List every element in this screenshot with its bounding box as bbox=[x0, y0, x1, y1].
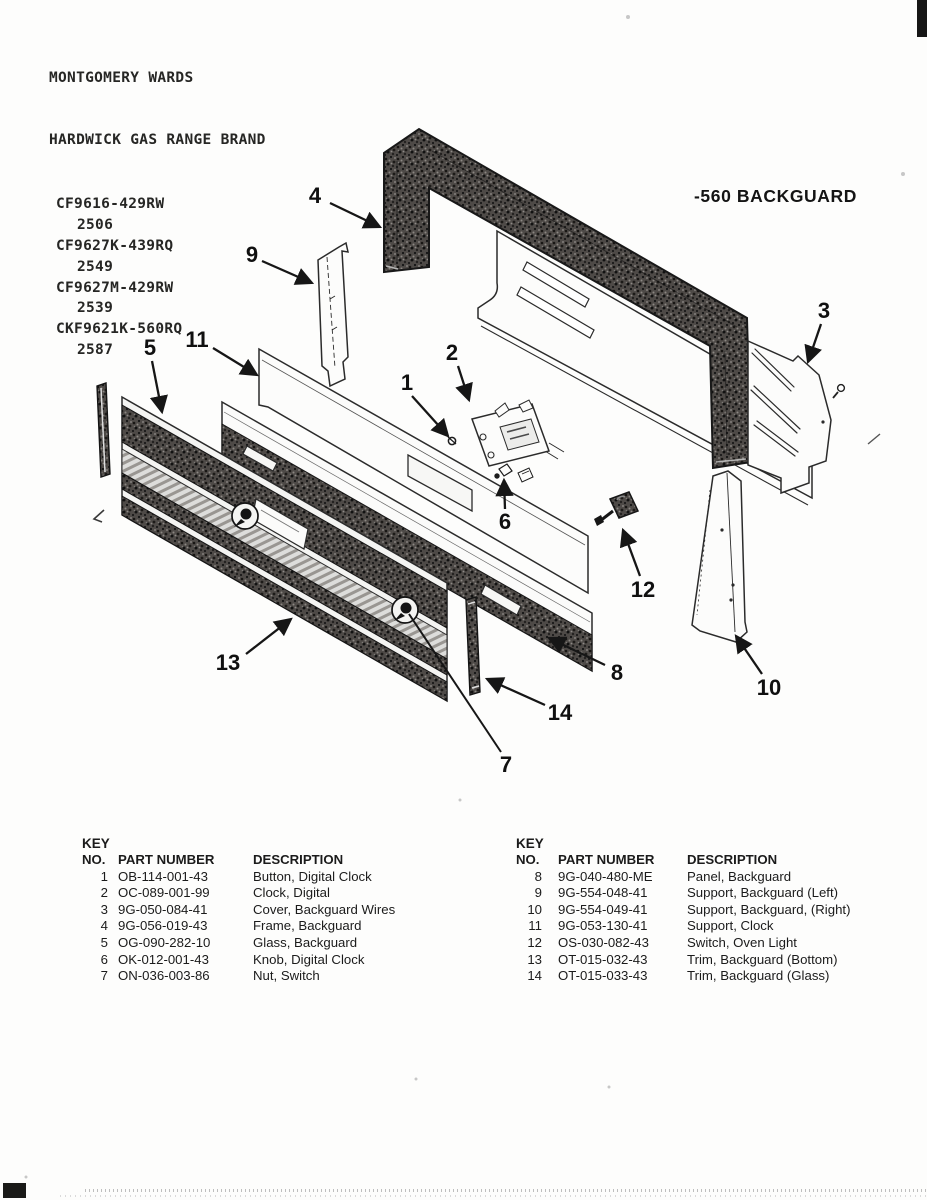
key-header-row bbox=[82, 852, 502, 869]
key-cell-part: OS-030-082-43 bbox=[558, 934, 649, 950]
key-cell-part: OT-015-032-43 bbox=[558, 951, 648, 967]
key-cell-no: 3 bbox=[100, 901, 108, 917]
callout-9: 9 bbox=[245, 242, 259, 267]
key-row bbox=[82, 935, 502, 952]
key-cell-desc: Cover, Backguard Wires bbox=[253, 901, 396, 917]
key-cell-no: 6 bbox=[100, 951, 108, 967]
oven-light-switch-part bbox=[594, 492, 638, 526]
key-cell-no: 5 bbox=[100, 934, 108, 950]
switch-nut-part bbox=[392, 597, 418, 623]
key-header-no: NO. bbox=[516, 852, 540, 867]
key-rows bbox=[82, 869, 502, 985]
key-cell-no: 11 bbox=[528, 918, 542, 934]
key-header-part: PART NUMBER bbox=[558, 852, 655, 867]
key-row bbox=[82, 952, 502, 969]
scan-footer-mark bbox=[3, 1183, 26, 1198]
scan-dotted-line bbox=[60, 1195, 927, 1197]
brand-line: HARDWICK GAS RANGE BRAND bbox=[49, 131, 266, 148]
switch-nut-part bbox=[232, 503, 258, 529]
callout-13: 13 bbox=[215, 650, 241, 675]
backguard-support-left-part bbox=[318, 243, 348, 386]
diagram-title: -560 BACKGUARD bbox=[694, 186, 858, 206]
key-cell-part: 9G-554-049-41 bbox=[558, 901, 648, 917]
cover-screw-part bbox=[833, 385, 844, 398]
parts-key-right bbox=[516, 836, 926, 985]
key-cell-desc: Support, Backguard (Left) bbox=[687, 885, 839, 901]
section-number-line: 2587 bbox=[77, 341, 114, 358]
callout-5: 5 bbox=[143, 335, 157, 360]
key-cell-part: 9G-053-130-41 bbox=[558, 918, 648, 934]
model-number-line: CF9627K-439RQ bbox=[56, 237, 174, 254]
document-header bbox=[49, 26, 266, 402]
section-number-line: 2539 bbox=[77, 300, 114, 317]
key-cell-part: OT-015-033-43 bbox=[558, 968, 648, 984]
parts-key-left bbox=[82, 836, 502, 985]
key-cell-no: 4 bbox=[100, 918, 108, 934]
glass-trim-part bbox=[466, 597, 480, 695]
callout-7: 7 bbox=[499, 752, 513, 777]
key-row bbox=[516, 902, 926, 919]
key-cell-desc: Nut, Switch bbox=[253, 968, 320, 984]
key-cell-part: 9G-056-019-43 bbox=[118, 918, 208, 934]
key-cell-part: 9G-050-084-41 bbox=[118, 901, 208, 917]
key-row bbox=[516, 918, 926, 935]
model-number-line: CF9616-429RW bbox=[56, 196, 165, 213]
key-cell-no: 1 bbox=[100, 868, 108, 884]
key-cell-desc: Trim, Backguard (Glass) bbox=[687, 968, 830, 984]
key-cell-no: 12 bbox=[527, 934, 542, 950]
key-cell-desc: Trim, Backguard (Bottom) bbox=[687, 951, 838, 967]
section-number-line: 2549 bbox=[77, 258, 114, 275]
callout-8: 8 bbox=[610, 660, 624, 685]
scan-dotted-line bbox=[85, 1189, 927, 1192]
key-header-desc: DESCRIPTION bbox=[253, 852, 344, 867]
key-cell-desc: Knob, Digital Clock bbox=[253, 951, 365, 967]
key-row bbox=[516, 952, 926, 969]
key-row bbox=[516, 885, 926, 902]
key-cell-no: 7 bbox=[100, 968, 108, 984]
key-cell-part: ON-036-003-86 bbox=[118, 968, 210, 984]
key-cell-part: OB-114-001-43 bbox=[118, 868, 208, 884]
callout-10: 10 bbox=[756, 675, 782, 700]
key-row bbox=[82, 902, 502, 919]
model-number-line: CF9627M-429RW bbox=[56, 279, 174, 296]
model-list bbox=[49, 194, 266, 360]
key-cell-part: OK-012-001-43 bbox=[118, 951, 209, 967]
digital-clock-part bbox=[472, 400, 564, 466]
key-title: KEY bbox=[516, 836, 544, 851]
callout-12: 12 bbox=[630, 577, 656, 602]
key-rows bbox=[516, 869, 926, 985]
key-header-no: NO. bbox=[82, 852, 106, 867]
key-row bbox=[516, 935, 926, 952]
callout-11: 11 bbox=[185, 327, 209, 352]
key-cell-desc: Clock, Digital bbox=[253, 885, 330, 901]
callout-3: 3 bbox=[817, 298, 831, 323]
scan-edge-bar bbox=[917, 0, 927, 37]
wires-cover-part bbox=[748, 341, 831, 493]
key-header-row bbox=[516, 852, 926, 869]
backguard-support-right-part bbox=[692, 471, 747, 642]
key-cell-no: 10 bbox=[527, 901, 542, 917]
key-row bbox=[516, 869, 926, 886]
key-row bbox=[82, 869, 502, 886]
callout-14: 14 bbox=[547, 700, 573, 725]
key-title: KEY bbox=[82, 836, 110, 851]
key-cell-desc: Button, Digital Clock bbox=[253, 868, 372, 884]
callout-2: 2 bbox=[445, 340, 459, 365]
key-cell-part: 9G-554-048-41 bbox=[558, 885, 648, 901]
key-cell-no: 8 bbox=[534, 868, 542, 884]
callout-4: 4 bbox=[308, 183, 322, 208]
key-cell-desc: Switch, Oven Light bbox=[687, 934, 797, 950]
key-cell-desc: Panel, Backguard bbox=[687, 868, 792, 884]
key-cell-desc: Support, Backguard, (Right) bbox=[687, 901, 851, 917]
key-cell-no: 14 bbox=[527, 968, 542, 984]
key-row bbox=[516, 968, 926, 985]
key-cell-no: 9 bbox=[534, 885, 542, 901]
clock-knob-part bbox=[494, 464, 533, 482]
callout-6: 6 bbox=[498, 509, 512, 534]
key-cell-desc: Frame, Backguard bbox=[253, 918, 362, 934]
callout-1: 1 bbox=[400, 370, 414, 395]
key-row bbox=[82, 918, 502, 935]
model-number-line: CKF9621K-560RQ bbox=[56, 321, 183, 338]
brand-line: MONTGOMERY WARDS bbox=[49, 69, 194, 86]
key-row bbox=[82, 968, 502, 985]
key-row bbox=[82, 885, 502, 902]
key-cell-no: 2 bbox=[100, 885, 108, 901]
key-cell-part: 9G-040-480-ME bbox=[558, 868, 653, 884]
key-header-part: PART NUMBER bbox=[118, 852, 215, 867]
clock-button-part bbox=[448, 437, 456, 445]
key-cell-desc: Support, Clock bbox=[687, 918, 774, 934]
key-cell-desc: Glass, Backguard bbox=[253, 934, 358, 950]
key-cell-part: OG-090-282-10 bbox=[118, 934, 211, 950]
key-cell-part: OC-089-001-99 bbox=[118, 885, 210, 901]
key-cell-no: 13 bbox=[527, 951, 542, 967]
section-number-line: 2506 bbox=[77, 217, 114, 234]
key-header-desc: DESCRIPTION bbox=[687, 852, 778, 867]
